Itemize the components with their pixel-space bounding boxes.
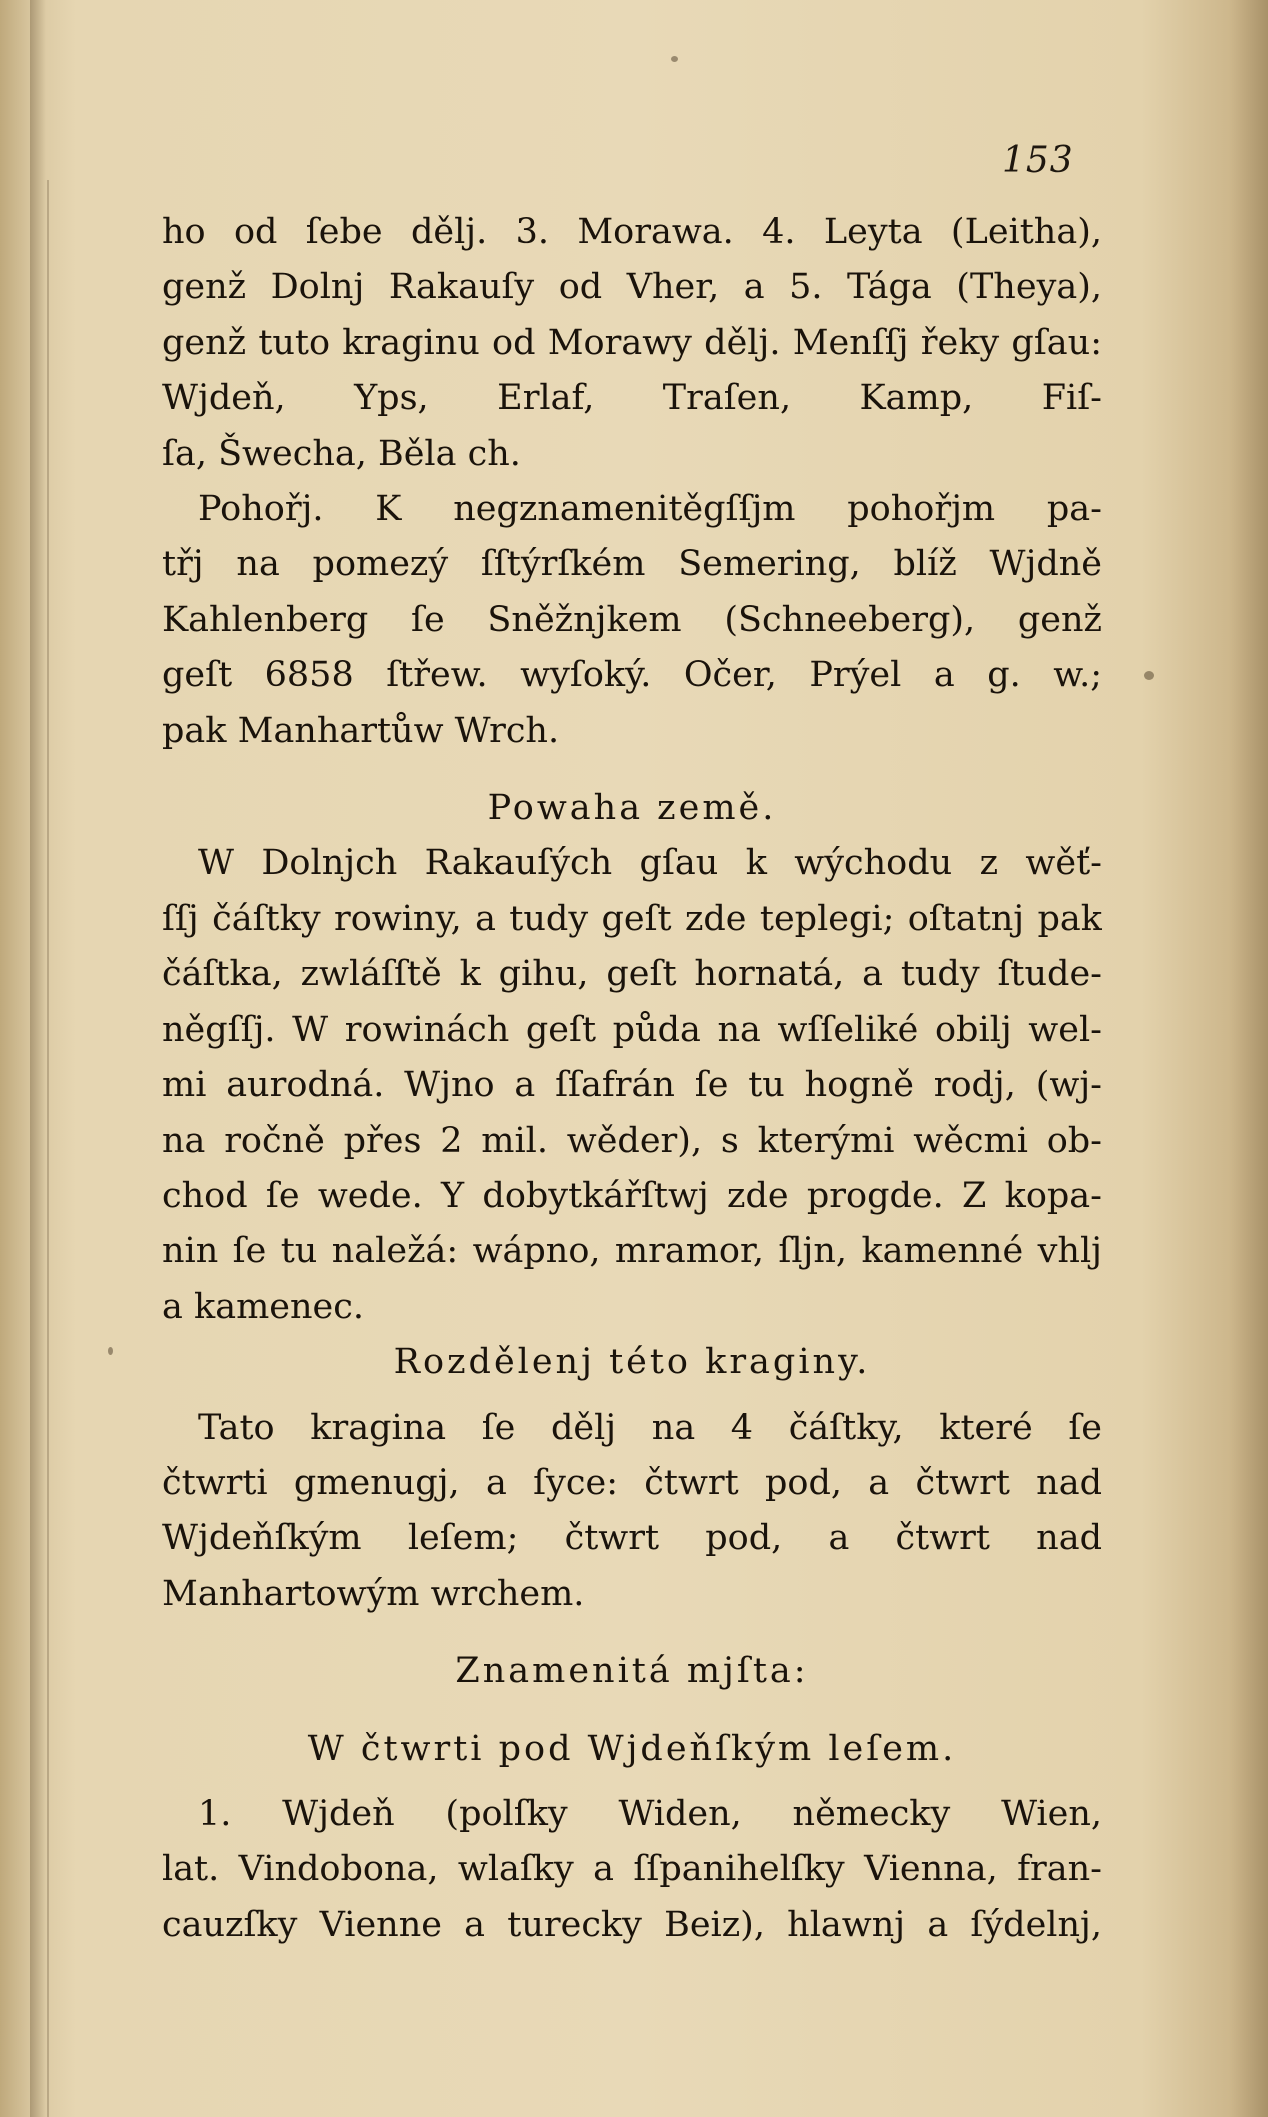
text-line: Kahlenberg ſe Sněžnjkem (Schneeberg), genž <box>162 599 1102 640</box>
text-line: geſt 6858 ſtřew. wyſoký. Očer, Prýel a g. w.; <box>162 655 1102 696</box>
text-line: a kamenec. <box>162 1286 364 1327</box>
page-fold-shadow <box>30 0 46 2117</box>
text-line: Wjdeňſkým leſem; čtwrt pod, a čtwrt nad <box>162 1518 1102 1559</box>
text-line: třj na pomezý ſſtýrſkém Semering, blíž Wjdně <box>162 544 1102 585</box>
section-subheading: W čtwrti pod Wjdeňſkým leſem. <box>307 1728 957 1769</box>
page-text <box>162 205 1102 1953</box>
text-line: Manhartowým wrchem. <box>162 1573 585 1614</box>
text-line: ſſj čáſtky rowiny, a tudy geſt zde teplegi; oſtatnj pak <box>162 898 1102 939</box>
page-edge-line <box>47 180 49 2117</box>
text-line: genž Dolnj Rakauſy od Vher, a 5. Tága (Theya), <box>162 267 1102 308</box>
ink-speck <box>1144 671 1154 680</box>
text-line: čtwrti gmenugj, a ſyce: čtwrt pod, a čtwrt nad <box>162 1462 1102 1503</box>
text-line: W Dolnjch Rakauſých gſau k wýchodu z wěť- <box>198 843 1102 884</box>
ink-speck <box>108 1347 113 1355</box>
section-heading: Znamenitá mjſta: <box>455 1651 809 1692</box>
section-heading: Rozdělenj této kraginy. <box>393 1342 871 1383</box>
ink-speck <box>671 56 678 62</box>
text-line: ſa, Šwecha, Běla ch. <box>162 433 521 474</box>
text-line: Wjdeň, Yps, Erlaf, Traſen, Kamp, Fiſ- <box>162 378 1102 419</box>
text-line: něgſſj. W rowinách geſt půda na wſſeliké obilj wel- <box>162 1009 1102 1050</box>
text-line: mi aurodná. Wjno a ſſafrán ſe tu hogně rodj, (wj- <box>162 1065 1102 1106</box>
text-line: čáſtka, zwláſſtě k gihu, geſt hornatá, a tudy ſtude- <box>162 954 1102 995</box>
text-line: genž tuto kraginu od Morawy dělj. Menſſj řeky gſau: <box>162 322 1102 363</box>
text-line: ho od ſebe dělj. 3. Morawa. 4. Leyta (Leitha), <box>162 212 1102 252</box>
text-line: na ročně přes 2 mil. wěder), s kterými wěcmi ob- <box>162 1120 1102 1161</box>
section-heading: Powaha země. <box>487 788 777 829</box>
text-line: nin ſe tu naležá: wápno, mramor, ſljn, kamenné vhlj <box>162 1231 1102 1272</box>
text-line: Pohořj. K negznamenitěgſſjm pohořjm pa- <box>198 489 1102 530</box>
text-line: Tato kragina ſe dělj na 4 čáſtky, které ſe <box>198 1407 1102 1448</box>
text-line: cauzſky Vienne a turecky Beiz), hlawnj a ſýdelnj, <box>162 1904 1102 1945</box>
text-line: 1. Wjdeň (polſky Widen, německy Wien, <box>198 1793 1102 1834</box>
text-line: chod ſe wede. Y dobytkářſtwj zde progde. Z kopa- <box>162 1175 1102 1216</box>
text-line: pak Manhartůw Wrch. <box>162 710 560 751</box>
text-line: lat. Vindobona, wlaſky a ſſpanihelſky Vienna, fran- <box>162 1849 1102 1890</box>
page-number: 153 <box>1002 140 1074 181</box>
